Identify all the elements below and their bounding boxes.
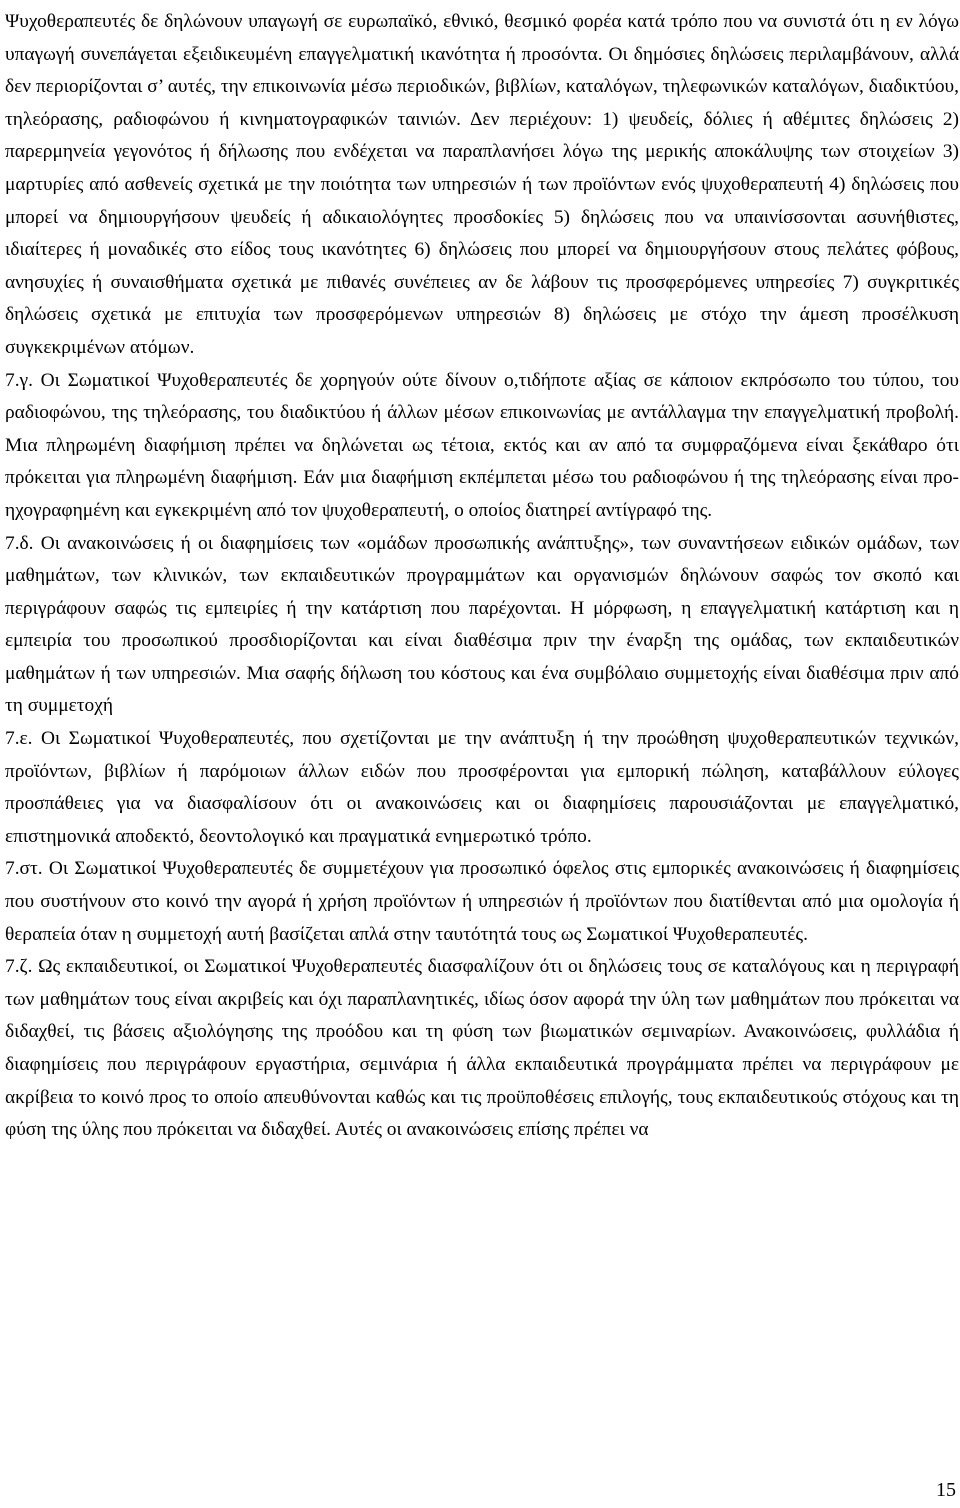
page-number: 15 (936, 1479, 956, 1501)
paragraph-advertising-statements: Ψυχοθεραπευτές δε δηλώνουν υπαγωγή σε ευρωπαϊκό, εθνικό, θεσμικό φορέα κατά τρόπο που να συνιστά ότι η εν λόγω υπαγωγή συνεπάγεται εξειδικευμένη επαγγελματική ικανότητα ή προσόντα. Οι δημόσιες δηλώσεις περιλαμβάνουν, αλλά δεν περιορίζονται σ’ αυτές, την επικοινωνία μέσω περιοδικών, βιβλίων, καταλόγων, τηλεφωνικών καταλόγων, διαδικτύου, τηλεόρασης, ραδιοφώνου ή κινηματογραφικών ταινιών. Δεν περιέχουν: 1) ψευδείς, δόλιες ή αθέμιτες δηλώσεις 2) παρερμηνεία γεγονότος ή δήλωσης που ενδέχεται να παραπλανήσει λόγω της μερικής αποκάλυψης των στοιχείων 3) μαρτυρίες από ασθενείς σχετικά με την ποιότητα των υπηρεσιών ή των προϊόντων ενός ψυχοθεραπευτή 4) δηλώσεις που μπορεί να δημιουργήσουν ψευδείς ή αδικαιολόγητες προσδοκίες 5) δηλώσεις που να υπαινίσσονται ασυνήθιστες, ιδιαίτερες ή μοναδικές στο είδος τους ικανότητες 6) δηλώσεις που μπορεί να δημιουργήσουν στους πελάτες φόβους, ανησυχίες ή συναισθήματα σχετικά με πιθανές συνέπειες αν δε λάβουν τις προσφερόμενες υπηρεσίες 7) συγκριτικές δηλώσεις σχετικά με επιτυχία των προσφερόμενων υπηρεσιών 8) δηλώσεις με στόχο την άμεση προσέλκυση συγκεκριμένων ατόμων. (5, 11, 959, 358)
paragraph-7d: 7.δ. Οι ανακοινώσεις ή οι διαφημίσεις των «ομάδων προσωπικής ανάπτυξης», των συναντήσεων ειδικών ομάδων, των μαθημάτων, των κλινικών, των εκπαιδευτικών προγραμμάτων και οργανισμών δηλώνουν σαφώς τον σκοπό και περιγράφουν σαφώς τις εμπειρίες ή την κατάρτιση που παρέχονται. Η μόρφωση, η επαγγελματική κατάρτιση και η εμπειρία του προσωπικού προσδιορίζονται και είναι διαθέσιμα πριν την έναρξη της ομάδας, των εκπαιδευτικών μαθημάτων ή των υπηρεσιών. Μια σαφής δήλωση του κόστους και ένα συμβόλαιο συμμετοχής είναι διαθέσιμα πριν από τη συμμετοχή (5, 532, 959, 717)
paragraph-7z: 7.ζ. Ως εκπαιδευτικοί, οι Σωματικοί Ψυχοθεραπευτές διασφαλίζουν ότι οι δηλώσεις τους σε καταλόγους και η περιγραφή των μαθημάτων τους είναι ακριβείς και όχι παραπλανητικές, ιδίως όσον αφορά την ύλη των μαθημάτων που πρόκειται να διδαχθεί, τις βάσεις αξιολόγησης της προόδου και τη φύση των βιωματικών σεμιναρίων. Ανακοινώσεις, φυλλάδια ή διαφημίσεις που περιγράφουν εργαστήρια, σεμινάρια ή άλλα εκπαιδευτικά προγράμματα πρέπει να περιγράφουν με ακρίβεια το κοινό προς το οποίο απευθύνονται καθώς και τις προϋποθέσεις επιλογής, τους εκπαιδευτικούς στόχους και τη φύση της ύλης που πρόκειται να διδαχθεί. Αυτές οι ανακοινώσεις επίσης πρέπει να (5, 956, 959, 1141)
paragraph-7e: 7.ε. Οι Σωματικοί Ψυχοθεραπευτές, που σχετίζονται με την ανάπτυξη ή την προώθηση ψυχοθεραπευτικών τεχνικών, προϊόντων, βιβλίων ή παρόμοιων άλλων ειδών που προσφέρονται για εμπορική πώληση, καταβάλλουν εύλογες προσπάθειες για να διασφαλίσουν ότι οι ανακοινώσεις και οι διαφημίσεις παρουσιάζονται με επαγγελματικό, επιστημονικά αποδεκτό, δεοντολογικό και πραγματικά ενημερωτικό τρόπο. (5, 728, 959, 847)
document-page (5, 6, 959, 1147)
paragraph-7g: 7.γ. Οι Σωματικοί Ψυχοθεραπευτές δε χορηγούν ούτε δίνουν ο,τιδήποτε αξίας σε κάποιον εκπρόσωπο του τύπου, του ραδιοφώνου, της τηλεόρασης, του διαδικτύου ή άλλων μέσων επικοινωνίας με αντάλλαγμα την επαγγελματική προβολή. Μια πληρωμένη διαφήμιση πρέπει να δηλώνεται ως τέτοια, εκτός και αν από τα συμφραζόμενα είναι ξεκάθαρο ότι πρόκειται για πληρωμένη διαφήμιση. Εάν μια διαφήμιση εκπέμπεται μέσω του ραδιοφώνου ή της τηλεόρασης είναι προ-ηχογραφημένη και εγκεκριμένη από τον ψυχοθεραπευτή, ο οποίος διατηρεί αντίγραφό της. (5, 369, 959, 521)
paragraph-7st: 7.στ. Οι Σωματικοί Ψυχοθεραπευτές δε συμμετέχουν για προσωπικό όφελος στις εμπορικές ανακοινώσεις ή διαφημίσεις που συστήνουν στο κοινό την αγορά ή χρήση προϊόντων ή υπηρεσιών ή προϊόντων που διατίθενται από μια ομολογία ή θεραπεία όταν η συμμετοχή αυτή βασίζεται απλά στην ταυτότητά τους ως Σωματικοί Ψυχοθεραπευτές. (5, 858, 959, 945)
